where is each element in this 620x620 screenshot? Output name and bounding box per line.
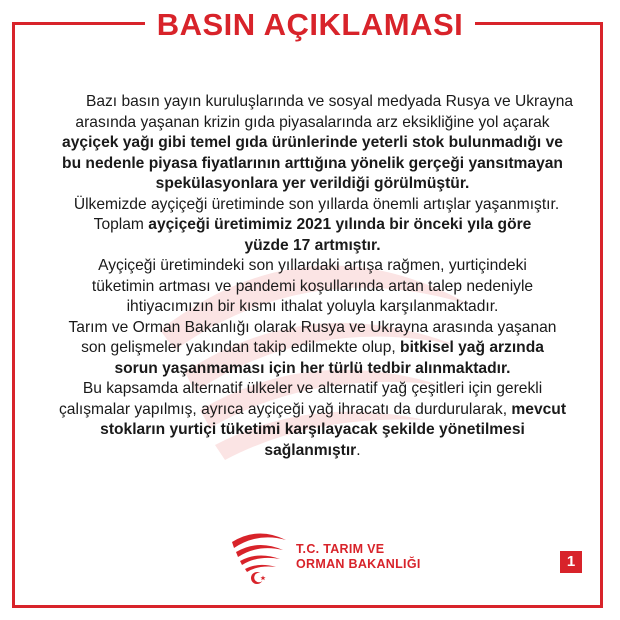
paragraph-intro-line-1 xyxy=(40,92,585,113)
press-release-body xyxy=(40,92,585,461)
text-fragment-bold: mevcut xyxy=(511,400,567,418)
text-line-bold: sorun yaşanmaması için her türlü tedbir alınmaktadır. xyxy=(114,359,511,377)
ministry-name-line-2: ORMAN BAKANLIĞI xyxy=(296,557,421,571)
page-title: BASIN AÇIKLAMASI xyxy=(145,8,476,42)
text-line-bold: stokların yurtiçi tüketimi karşılayacak şekilde yönetilmesi xyxy=(100,421,525,438)
paragraph-ministry-line-3 xyxy=(40,359,585,380)
title-wrapper xyxy=(0,7,620,42)
text-fragment-bold: ayçiçeği üretimimiz 2021 yılında bir önceki yıla göre xyxy=(148,216,532,233)
text-line: Ayçiçeği üretimindeki son yıllardaki artışa rağmen, yurtiçindeki xyxy=(98,257,527,274)
paragraph-intro-line-4 xyxy=(40,154,585,175)
text-line-bold: bu nedenle piyasa fiyatlarının arttığına yönelik gerçeği yansıtmayan xyxy=(62,154,563,172)
ministry-name xyxy=(296,542,421,572)
paragraph-intro-line-3 xyxy=(40,133,585,154)
page-number-badge: 1 xyxy=(560,551,582,573)
paragraph-intro-line-5 xyxy=(40,174,585,195)
paragraph-measures-line-3 xyxy=(40,420,585,441)
text-line-bold: spekülasyonlara yer verildiği görülmüştür. xyxy=(155,175,470,192)
paragraph-ministry-line-2 xyxy=(40,338,585,359)
paragraph-imports-line-1 xyxy=(40,256,585,277)
text-line: ihtiyacımızın bir kısmı ithalat yoluyla karşılanmaktadır. xyxy=(126,298,499,315)
text-line-bold: yüzde 17 artmıştır. xyxy=(244,236,381,254)
text-line: arasında yaşanan krizin gıda piyasalarında arz eksikliğine yol açarak xyxy=(75,113,550,131)
paragraph-production xyxy=(40,195,585,216)
paragraph-ministry-line-1 xyxy=(40,318,585,339)
paragraph-measures-line-2 xyxy=(40,400,585,421)
text-fragment-bold: sağlanmıştır xyxy=(264,441,357,459)
text-line: Bu kapsamda alternatif ülkeler ve alternatif yağ çeşitleri için gerekli xyxy=(82,380,543,397)
text-line: tüketimin artması ve pandemi koşullarında artan talep nedeniyle xyxy=(91,277,534,295)
paragraph-measures-line-4 xyxy=(40,441,585,462)
text-fragment: Toplam xyxy=(93,216,149,233)
ministry-emblem-icon xyxy=(228,524,290,586)
paragraph-intro-line-2 xyxy=(40,113,585,134)
ministry-name-line-1: T.C. TARIM VE xyxy=(296,542,385,556)
text-line: Tarım ve Orman Bakanlığı olarak Rusya ve Ukrayna arasında yaşanan xyxy=(68,318,557,336)
text-fragment: son gelişmeler yakından takip edilmekte olup, xyxy=(81,339,401,356)
paragraph-measures-line-1 xyxy=(40,379,585,400)
text-fragment: . xyxy=(356,441,361,459)
paragraph-imports-line-3 xyxy=(40,297,585,318)
text-line: Bazı basın yayın kuruluşlarında ve sosyal medyada Rusya ve Ukrayna xyxy=(85,93,574,110)
paragraph-total-line-2 xyxy=(40,236,585,257)
text-fragment: çalışmalar yapılmış, ayrıca ayçiçeği yağ ihracatı da durdurularak, xyxy=(58,400,512,418)
text-line-bold: ayçiçek yağı gibi temel gıda ürünlerinde yeterli stok bulunmadığı ve xyxy=(62,134,563,151)
text-line: Ülkemizde ayçiçeği üretiminde son yıllarda önemli artışlar yaşanmıştır. xyxy=(73,195,560,213)
text-fragment-bold: bitkisel yağ arzında xyxy=(400,339,544,356)
paragraph-imports-line-2 xyxy=(40,277,585,298)
paragraph-total-line-1 xyxy=(40,215,585,236)
